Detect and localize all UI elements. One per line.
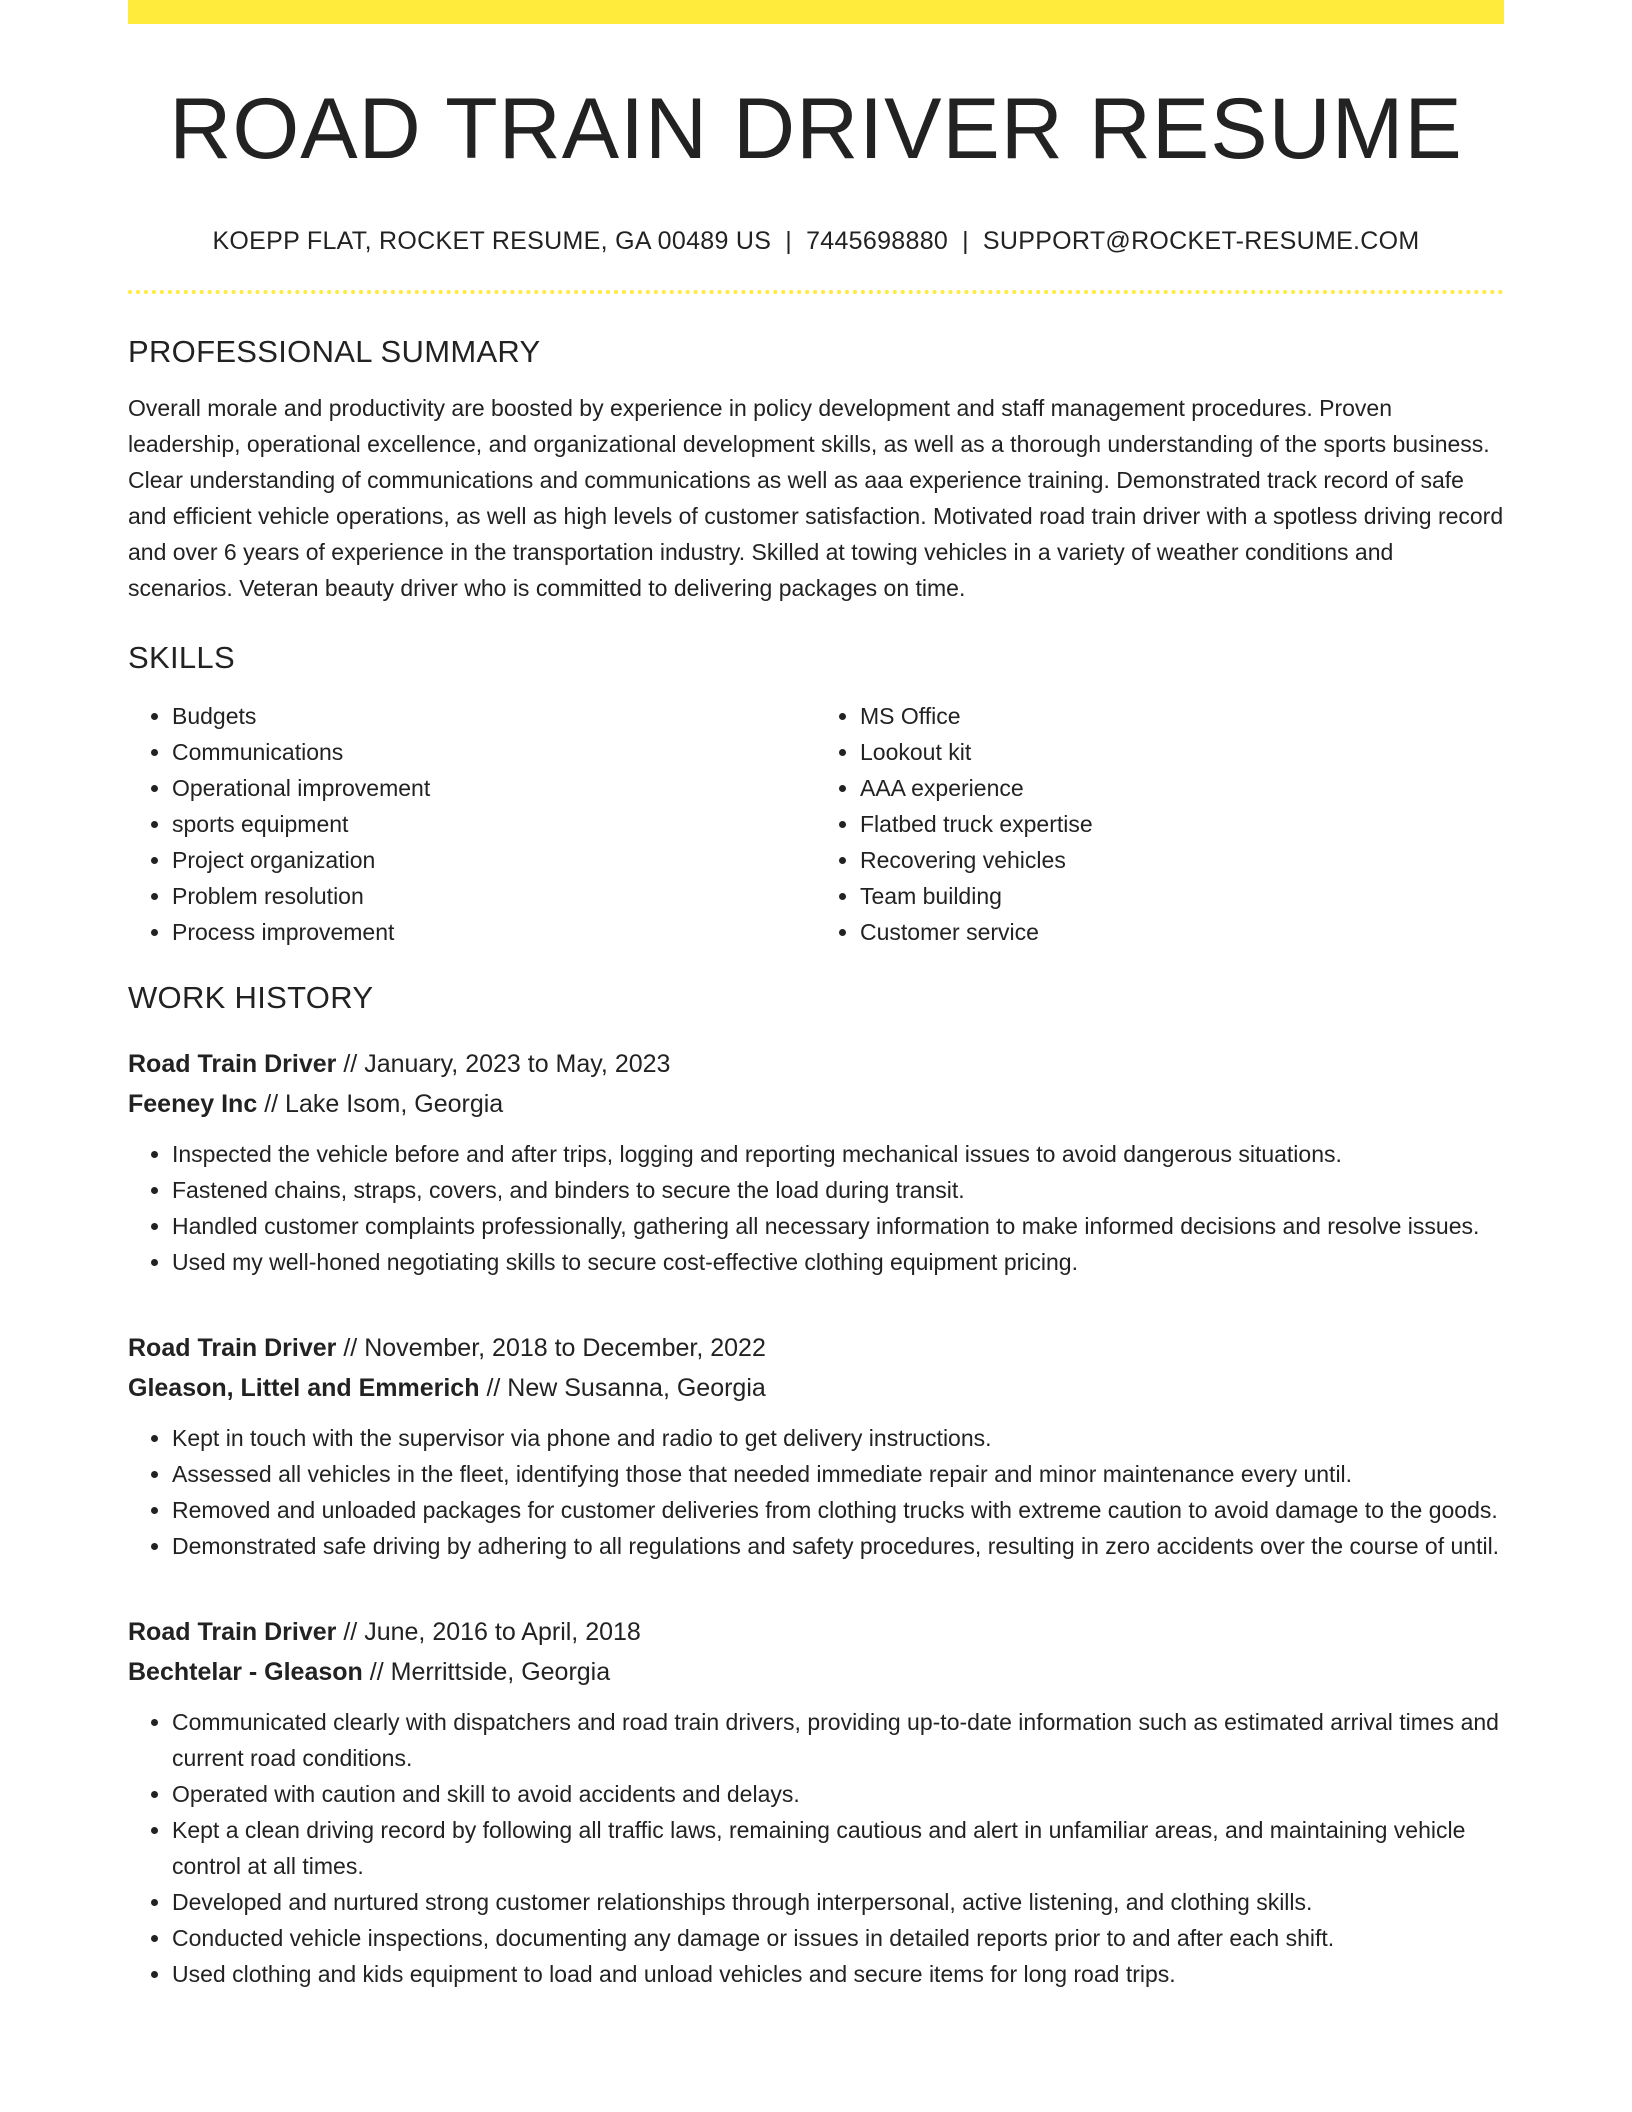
contact-phone[interactable]: 7445698880 (806, 226, 949, 255)
job-bullets (128, 1704, 1504, 1992)
job-company: Bechtelar - Gleason (128, 1657, 363, 1686)
skill-item: • Customer service (860, 914, 1504, 950)
job-divider: // (486, 1373, 501, 1402)
summary-section (128, 334, 1504, 606)
job-divider: // (264, 1089, 279, 1118)
job-dates: June, 2016 to April, 2018 (364, 1617, 641, 1646)
skills-grid (128, 698, 1504, 950)
job-divider: // (343, 1617, 358, 1646)
job-bullet: • Used my well-honed negotiating skills to secure cost-effective clothing equipment pricing. (172, 1244, 1504, 1280)
skill-item: • Operational improvement (172, 770, 816, 806)
job-title: Road Train Driver (128, 1333, 337, 1362)
skill-item: • Problem resolution (172, 878, 816, 914)
job-bullet: • Operated with caution and skill to avoid accidents and delays. (172, 1776, 1504, 1812)
skill-item: • MS Office (860, 698, 1504, 734)
job-bullets (128, 1420, 1504, 1564)
page-title: ROAD TRAIN DRIVER RESUME (169, 81, 1463, 177)
skills-heading: SKILLS (128, 639, 235, 675)
job-title-line (128, 1044, 1504, 1084)
work-history-heading: WORK HISTORY (128, 979, 374, 1015)
job-dates: November, 2018 to December, 2022 (364, 1333, 766, 1362)
job-bullet: • Kept a clean driving record by following all traffic laws, remaining cautious and alert in unfamiliar areas, and maintaining vehicle control at all times. (172, 1812, 1504, 1884)
job-company: Feeney Inc (128, 1089, 258, 1118)
job-bullet: • Used clothing and kids equipment to load and unload vehicles and secure items for long road trips. (172, 1956, 1504, 1992)
skill-item: • AAA experience (860, 770, 1504, 806)
skill-item: • Lookout kit (860, 734, 1504, 770)
contact-address: KOEPP FLAT, ROCKET RESUME, GA 00489 US (212, 226, 772, 255)
job-bullet: • Inspected the vehicle before and after trips, logging and reporting mechanical issues to avoid dangerous situations. (172, 1136, 1504, 1172)
contact-email[interactable]: SUPPORT@ROCKET-RESUME.COM (982, 226, 1420, 255)
summary-heading: PROFESSIONAL SUMMARY (128, 333, 541, 369)
skills-list-left (128, 698, 816, 950)
contact-separator: | (962, 226, 969, 255)
contact-line (128, 227, 1504, 256)
job-bullet: • Removed and unloaded packages for customer deliveries from clothing trucks with extreme caution to avoid damage to the goods. (172, 1492, 1504, 1528)
resume-page (128, 0, 1504, 1992)
skill-item: • Communications (172, 734, 816, 770)
job-title-line (128, 1612, 1504, 1652)
skill-item: • Recovering vehicles (860, 842, 1504, 878)
job-bullet: • Assessed all vehicles in the fleet, identifying those that needed immediate repair and minor maintenance every until. (172, 1456, 1504, 1492)
summary-text: Overall morale and productivity are boosted by experience in policy development and staff management procedures. Proven leadership, operational excellence, and organizational development skills, as well as a thorough understanding of the sports business. Clear understanding of communications and communications as well as aaa experience training. Demonstrated track record of safe and efficient vehicle operations, as well as high levels of customer satisfaction. Motivated road train driver with a spotless driving record and over 6 years of experience in the transportation industry. Skilled at towing vehicles in a variety of weather conditions and scenarios. Veteran beauty driver who is committed to delivering packages on time. (128, 394, 1504, 601)
skills-list-right (816, 698, 1504, 950)
job-bullet: • Communicated clearly with dispatchers and road train drivers, providing up-to-date information such as estimated arrival times and current road conditions. (172, 1704, 1504, 1776)
job-bullet: • Fastened chains, straps, covers, and binders to secure the load during transit. (172, 1172, 1504, 1208)
skill-item: • sports equipment (172, 806, 816, 842)
job-title: Road Train Driver (128, 1617, 337, 1646)
job-entry (128, 1044, 1504, 1280)
contact-separator: | (785, 226, 793, 255)
skill-item: • Process improvement (172, 914, 816, 950)
job-company: Gleason, Littel and Emmerich (128, 1373, 480, 1402)
job-title: Road Train Driver (128, 1049, 337, 1078)
job-location: Merrittside, Georgia (390, 1657, 611, 1686)
job-location: Lake Isom, Georgia (285, 1089, 504, 1118)
job-bullet: • Handled customer complaints professionally, gathering all necessary information to make informed decisions and resolve issues. (172, 1208, 1504, 1244)
job-company-line (128, 1652, 1504, 1692)
skill-item: • Team building (860, 878, 1504, 914)
skills-section (128, 640, 1504, 950)
job-bullet: • Conducted vehicle inspections, documenting any damage or issues in detailed reports prior to and after each shift. (172, 1920, 1504, 1956)
job-dates: January, 2023 to May, 2023 (364, 1049, 671, 1078)
job-bullet: • Developed and nurtured strong customer relationships through interpersonal, active listening, and clothing skills. (172, 1884, 1504, 1920)
job-company-line (128, 1084, 1504, 1124)
job-divider: // (343, 1049, 358, 1078)
job-divider: // (369, 1657, 384, 1686)
job-title-line (128, 1328, 1504, 1368)
skill-item: • Budgets (172, 698, 816, 734)
job-bullet: • Kept in touch with the supervisor via phone and radio to get delivery instructions. (172, 1420, 1504, 1456)
skill-item: • Project organization (172, 842, 816, 878)
work-history-section (128, 980, 1504, 1992)
job-bullet: • Demonstrated safe driving by adhering to all regulations and safety procedures, resulting in zero accidents over the course of until. (172, 1528, 1504, 1564)
job-bullets (128, 1136, 1504, 1280)
accent-top-bar (128, 0, 1504, 24)
job-company-line (128, 1368, 1504, 1408)
skill-item: • Flatbed truck expertise (860, 806, 1504, 842)
job-entry (128, 1328, 1504, 1564)
dotted-divider (128, 290, 1504, 294)
job-entry (128, 1612, 1504, 1992)
job-location: New Susanna, Georgia (507, 1373, 766, 1402)
job-divider: // (343, 1333, 358, 1362)
